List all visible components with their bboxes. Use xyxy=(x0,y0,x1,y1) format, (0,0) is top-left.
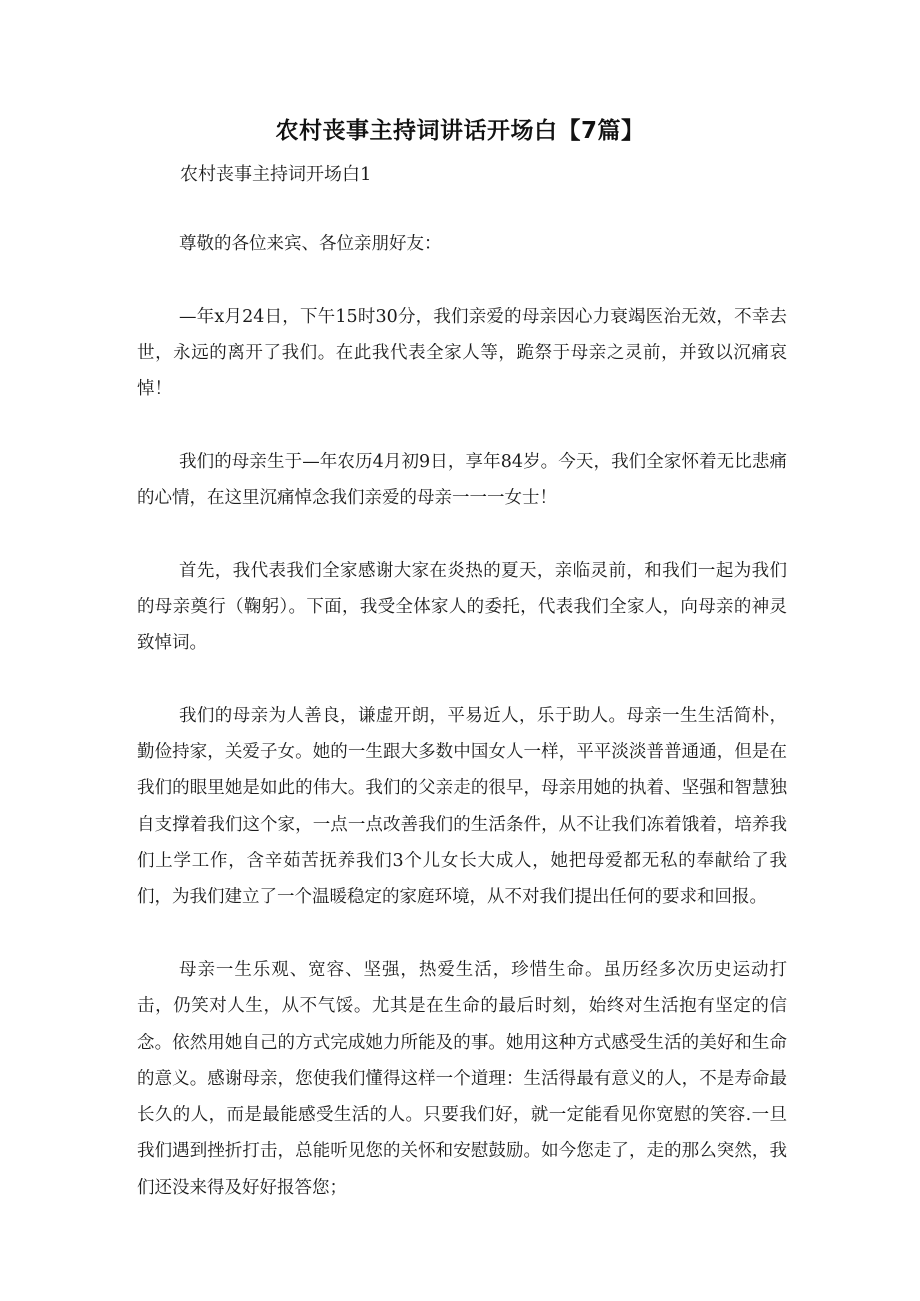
document-title: 农村丧事主持词讲话开场白【7篇】 xyxy=(275,118,645,144)
body-paragraph: 母亲一生乐观、宽容、坚强，热爱生活，珍惜生命。虽历经多次历史运动打击，仍笑对人生，从不气馁。尤其是在生命的最后时刻，始终对生活抱有坚定的信念。依然用她自己的方式完成她力所能及的事。她用这种方式感受生活的美好和生命的意义。感谢母亲，您使我们懂得这样一个道理：生活得最有意义的人，不是寿命最长久的人，而是最能感受生活的人。只要我们好，就一定能看见你宽慰的笑容.一旦我们遇到挫折打击，总能听见您的关怀和安慰鼓励。如今您走了，走的那么突然，我们还没来得及好好报答您； xyxy=(137,959,787,1198)
greeting-paragraph: 尊敬的各位来宾、各位亲朋好友： xyxy=(179,234,442,254)
body-paragraph: 我们的母亲生于—年农历4月初9日，享年84岁。今天，我们全家怀着无比悲痛的心情，在这里沉痛悼念我们亲爱的母亲一一一女士！ xyxy=(137,451,787,509)
document-subtitle: 农村丧事主持词开场白1 xyxy=(180,164,372,185)
body-paragraph: 我们的母亲为人善良，谦虚开朗，平易近人，乐于助人。母亲一生生活简朴，勤俭持家，关爱子女。她的一生跟大多数中国女人一样，平平淡淡普普通通，但是在我们的眼里她是如此的伟大。我们的父亲走的很早，母亲用她的执着、坚强和智慧独自支撑着我们这个家，一点一点改善我们的生活条件，从不让我们冻着饿着，培养我们上学工作，含辛茹苦抚养我们3个儿女长大成人，她把母爱都无私的奉献给了我们，为我们建立了一个温暖稳定的家庭环境，从不对我们提出任何的要求和回报。 xyxy=(137,705,787,908)
body-paragraph: —年x月24日，下午15时30分，我们亲爱的母亲因心力衰竭医治无效，不幸去世，永远的离开了我们。在此我代表全家人等，跪祭于母亲之灵前，并致以沉痛哀悼！ xyxy=(137,306,787,400)
document-body xyxy=(137,226,787,1242)
body-paragraph: 首先，我代表我们全家感谢大家在炎热的夏天，亲临灵前，和我们一起为我们的母亲奠行（鞠躬）。下面，我受全体家人的委托，代表我们全家人，向母亲的神灵致悼词。 xyxy=(137,560,787,654)
